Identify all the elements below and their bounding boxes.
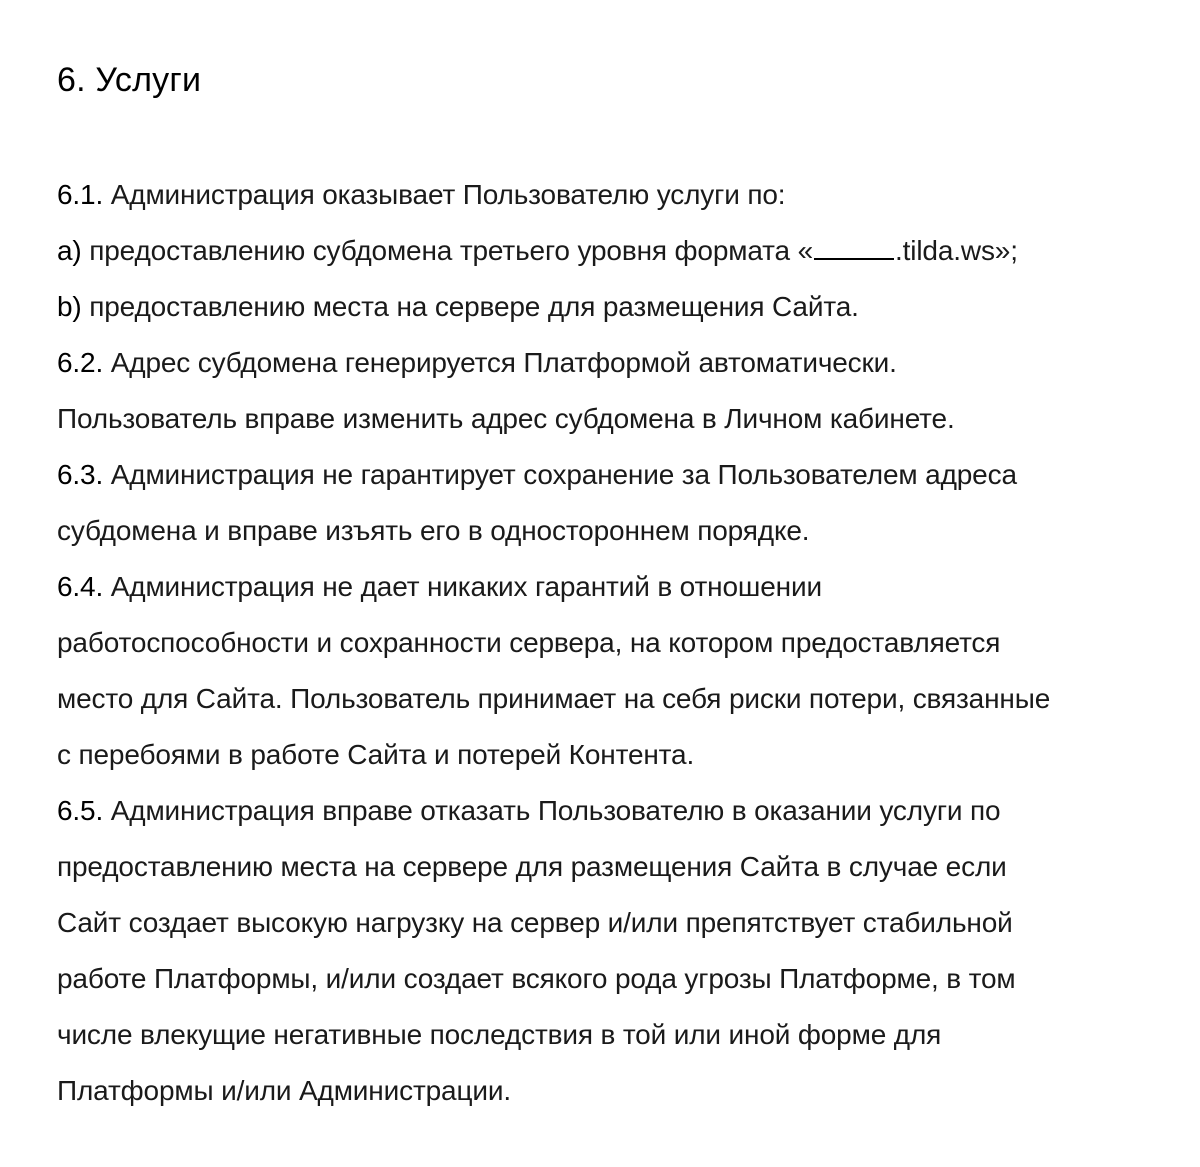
clause-6-3-line-2: субдомена и вправе изъять его в одностороннем порядке. [57, 515, 810, 546]
clause-6-2-line-2: Пользователь вправе изменить адрес субдомена в Личном кабинете. [57, 403, 955, 434]
clause-6-2-line-1 [57, 335, 1160, 391]
item-marker: b) [57, 291, 82, 322]
clause-number: 6.3. [57, 459, 104, 490]
clause-6-5-line-1 [57, 783, 1160, 839]
clause-6-3-line-1 [57, 447, 1160, 503]
clause-number: 6.4. [57, 571, 104, 602]
clause-6-1-item-a [57, 223, 1160, 279]
clause-6-5-line-2: предоставлению места на сервере для размещения Сайта в случае если [57, 851, 1007, 882]
clause-6-2 [57, 335, 1160, 447]
clause-6-5-line-3: Сайт создает высокую нагрузку на сервер и/или препятствует стабильной [57, 907, 1013, 938]
clause-6-1 [57, 167, 1160, 335]
clause-6-1-line-1 [57, 167, 1160, 223]
clause-text: Администрация не дает никаких гарантий в отношении [103, 571, 822, 602]
blank-underline [814, 232, 894, 260]
clause-text: Адрес субдомена генерируется Платформой автоматически. [103, 347, 897, 378]
clause-number: 6.1. [57, 179, 104, 210]
clause-6-4-line-2: работоспособности и сохранности сервера, на котором предоставляется [57, 627, 1001, 658]
clause-6-4-line-1 [57, 559, 1160, 615]
clause-number: 6.2. [57, 347, 104, 378]
clause-6-5-line-4: работе Платформы, и/или создает всякого рода угрозы Платформе, в том [57, 963, 1016, 994]
clause-6-5-line-6: Платформы и/или Администрации. [57, 1075, 511, 1106]
clause-6-4 [57, 559, 1160, 783]
item-marker: a) [57, 235, 82, 266]
clause-6-4-line-4: с перебоями в работе Сайта и потерей Контента. [57, 739, 695, 770]
clause-6-5-line-5: числе влекущие негативные последствия в той или иной форме для [57, 1019, 942, 1050]
item-text: предоставлению места на сервере для размещения Сайта. [81, 291, 859, 322]
section-content [57, 167, 1160, 1119]
clause-number: 6.5. [57, 795, 104, 826]
item-text-suffix: .tilda.ws»; [895, 235, 1018, 266]
clause-6-5 [57, 783, 1160, 1119]
clause-6-3 [57, 447, 1160, 559]
item-text: предоставлению субдомена третьего уровня формата « [81, 235, 813, 266]
clause-6-1-item-b [57, 279, 1160, 335]
section-title: 6. Услуги [57, 61, 202, 99]
clause-text: Администрация не гарантирует сохранение за Пользователем адреса [103, 459, 1017, 490]
clause-text: Администрация оказывает Пользователю услуги по: [103, 179, 786, 210]
clause-text: Администрация вправе отказать Пользователю в оказании услуги по [103, 795, 1001, 826]
clause-6-4-line-3: место для Сайта. Пользователь принимает на себя риски потери, связанные [57, 683, 1051, 714]
